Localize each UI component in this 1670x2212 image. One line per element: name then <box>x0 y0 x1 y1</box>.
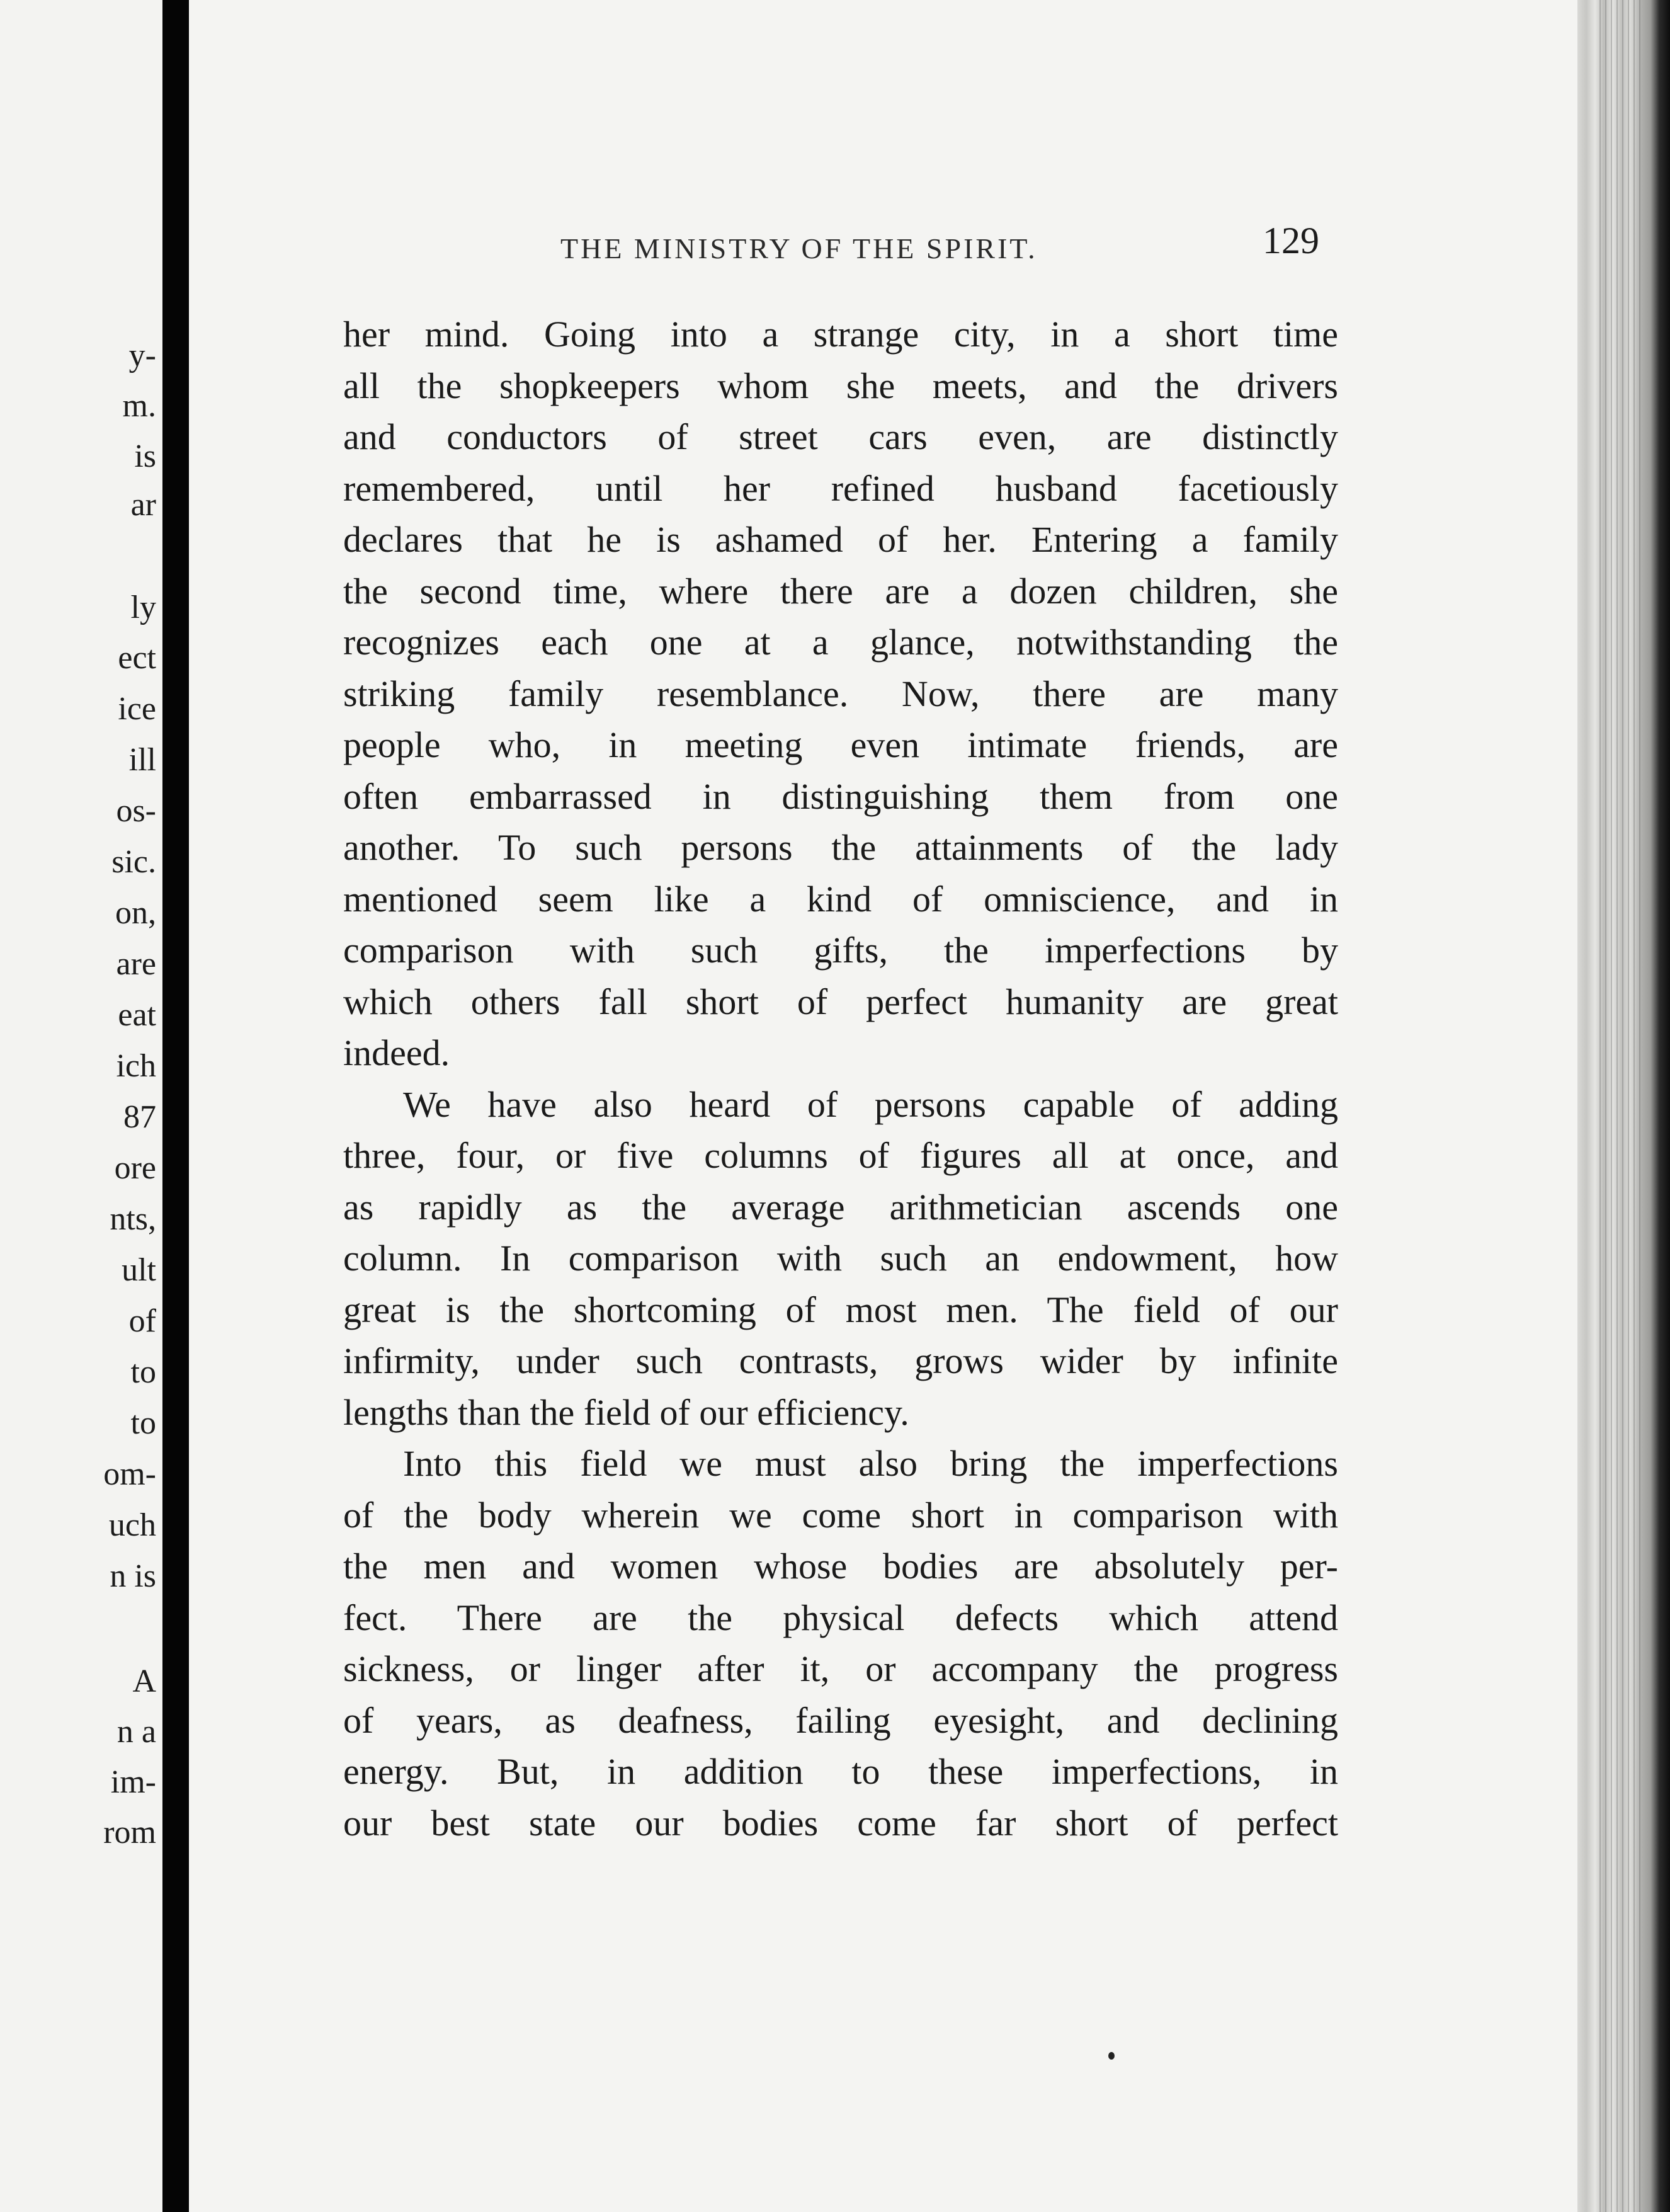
facing-line: im- <box>110 1764 156 1800</box>
facing-line: ill <box>128 742 156 778</box>
book-page <box>189 0 1577 2212</box>
text-line: three, four, or five columns of figures all at once, and <box>343 1135 1338 1176</box>
text-line: remembered, until her refined husband facetiously <box>343 467 1338 509</box>
facing-line: eat <box>118 997 156 1033</box>
text-line: great is the shortcoming of most men. The field of our <box>343 1289 1338 1330</box>
facing-line: nts, <box>110 1201 156 1237</box>
text-line: column. In comparison with such an endowment, how <box>343 1238 1338 1279</box>
facing-line: 87 <box>123 1099 156 1135</box>
running-head: THE MINISTRY OF THE SPIRIT. <box>560 232 1038 265</box>
text-line: fect. There are the physical defects which attend <box>343 1597 1338 1638</box>
facing-line: rom <box>103 1815 156 1850</box>
text-line: indeed. <box>343 1032 450 1073</box>
facing-page-text <box>0 0 162 2212</box>
text-line: Into this field we must also bring the imperfections <box>403 1443 1338 1484</box>
facing-line: os- <box>116 793 156 829</box>
text-line: We have also heard of persons capable of adding <box>403 1083 1338 1125</box>
text-line: all the shopkeepers whom she meets, and the drivers <box>343 365 1338 406</box>
facing-line: A <box>132 1663 156 1699</box>
facing-line: ich <box>116 1048 156 1084</box>
text-line: as rapidly as the average arithmetician ascends one <box>343 1186 1338 1228</box>
text-line: of the body wherein we come short in comparison with <box>343 1494 1338 1536</box>
facing-line: m. <box>122 388 156 424</box>
text-line: mentioned seem like a kind of omniscience, and in <box>343 878 1338 920</box>
text-line: often embarrassed in distinguishing them from one <box>343 775 1338 817</box>
facing-line: to <box>130 1405 156 1441</box>
text-line: lengths than the field of our efficiency. <box>343 1391 909 1433</box>
text-line: our best state our bodies come far short of perfect <box>343 1802 1338 1844</box>
facing-line: of <box>128 1303 156 1339</box>
text-line: energy. But, in addition to these imperfections, in <box>343 1751 1338 1792</box>
facing-line: om- <box>103 1456 156 1492</box>
text-line: recognizes each one at a glance, notwithstanding the <box>343 622 1338 663</box>
text-line: the second time, where there are a dozen children, she <box>343 570 1338 612</box>
text-line: which others fall short of perfect humanity are great <box>343 981 1338 1022</box>
text-line: declares that he is ashamed of her. Entering a family <box>343 519 1338 560</box>
book-gutter <box>162 0 189 2212</box>
facing-line: ect <box>118 640 156 676</box>
ink-speck <box>1108 2052 1115 2060</box>
page-edge-lines <box>1599 0 1644 2212</box>
facing-line: n a <box>116 1714 156 1750</box>
facing-line: ar <box>130 487 156 523</box>
facing-line: to <box>130 1354 156 1390</box>
facing-line: is <box>134 438 156 474</box>
text-line: striking family resemblance. Now, there are many <box>343 673 1338 714</box>
text-line: and conductors of street cars even, are distinctly <box>343 416 1338 457</box>
text-line: her mind. Going into a strange city, in a short time <box>343 314 1338 355</box>
text-line: of years, as deafness, failing eyesight, and declining <box>343 1699 1338 1741</box>
text-line: the men and women whose bodies are absolutely per- <box>343 1546 1338 1587</box>
body-text <box>343 309 1338 1849</box>
text-line: people who, in meeting even intimate friends, are <box>343 724 1338 765</box>
facing-line: y- <box>128 338 156 373</box>
facing-line: uch <box>108 1507 156 1543</box>
facing-line: ult <box>122 1252 156 1288</box>
facing-line: ice <box>118 691 156 727</box>
text-line: another. To such persons the attainments of the lady <box>343 827 1338 868</box>
page-number: 129 <box>1263 220 1319 261</box>
text-line: comparison with such gifts, the imperfections by <box>343 930 1338 971</box>
facing-line: are <box>116 946 156 982</box>
facing-line: ore <box>114 1150 156 1186</box>
facing-line: sic. <box>111 844 156 880</box>
facing-line: ly <box>130 590 156 625</box>
facing-line: n is <box>110 1558 156 1594</box>
text-line: infirmity, under such contrasts, grows wider by infinite <box>343 1340 1338 1381</box>
text-line: sickness, or linger after it, or accompany the progress <box>343 1648 1338 1689</box>
facing-line: on, <box>115 895 156 931</box>
facing-page-fragment <box>0 0 162 2212</box>
